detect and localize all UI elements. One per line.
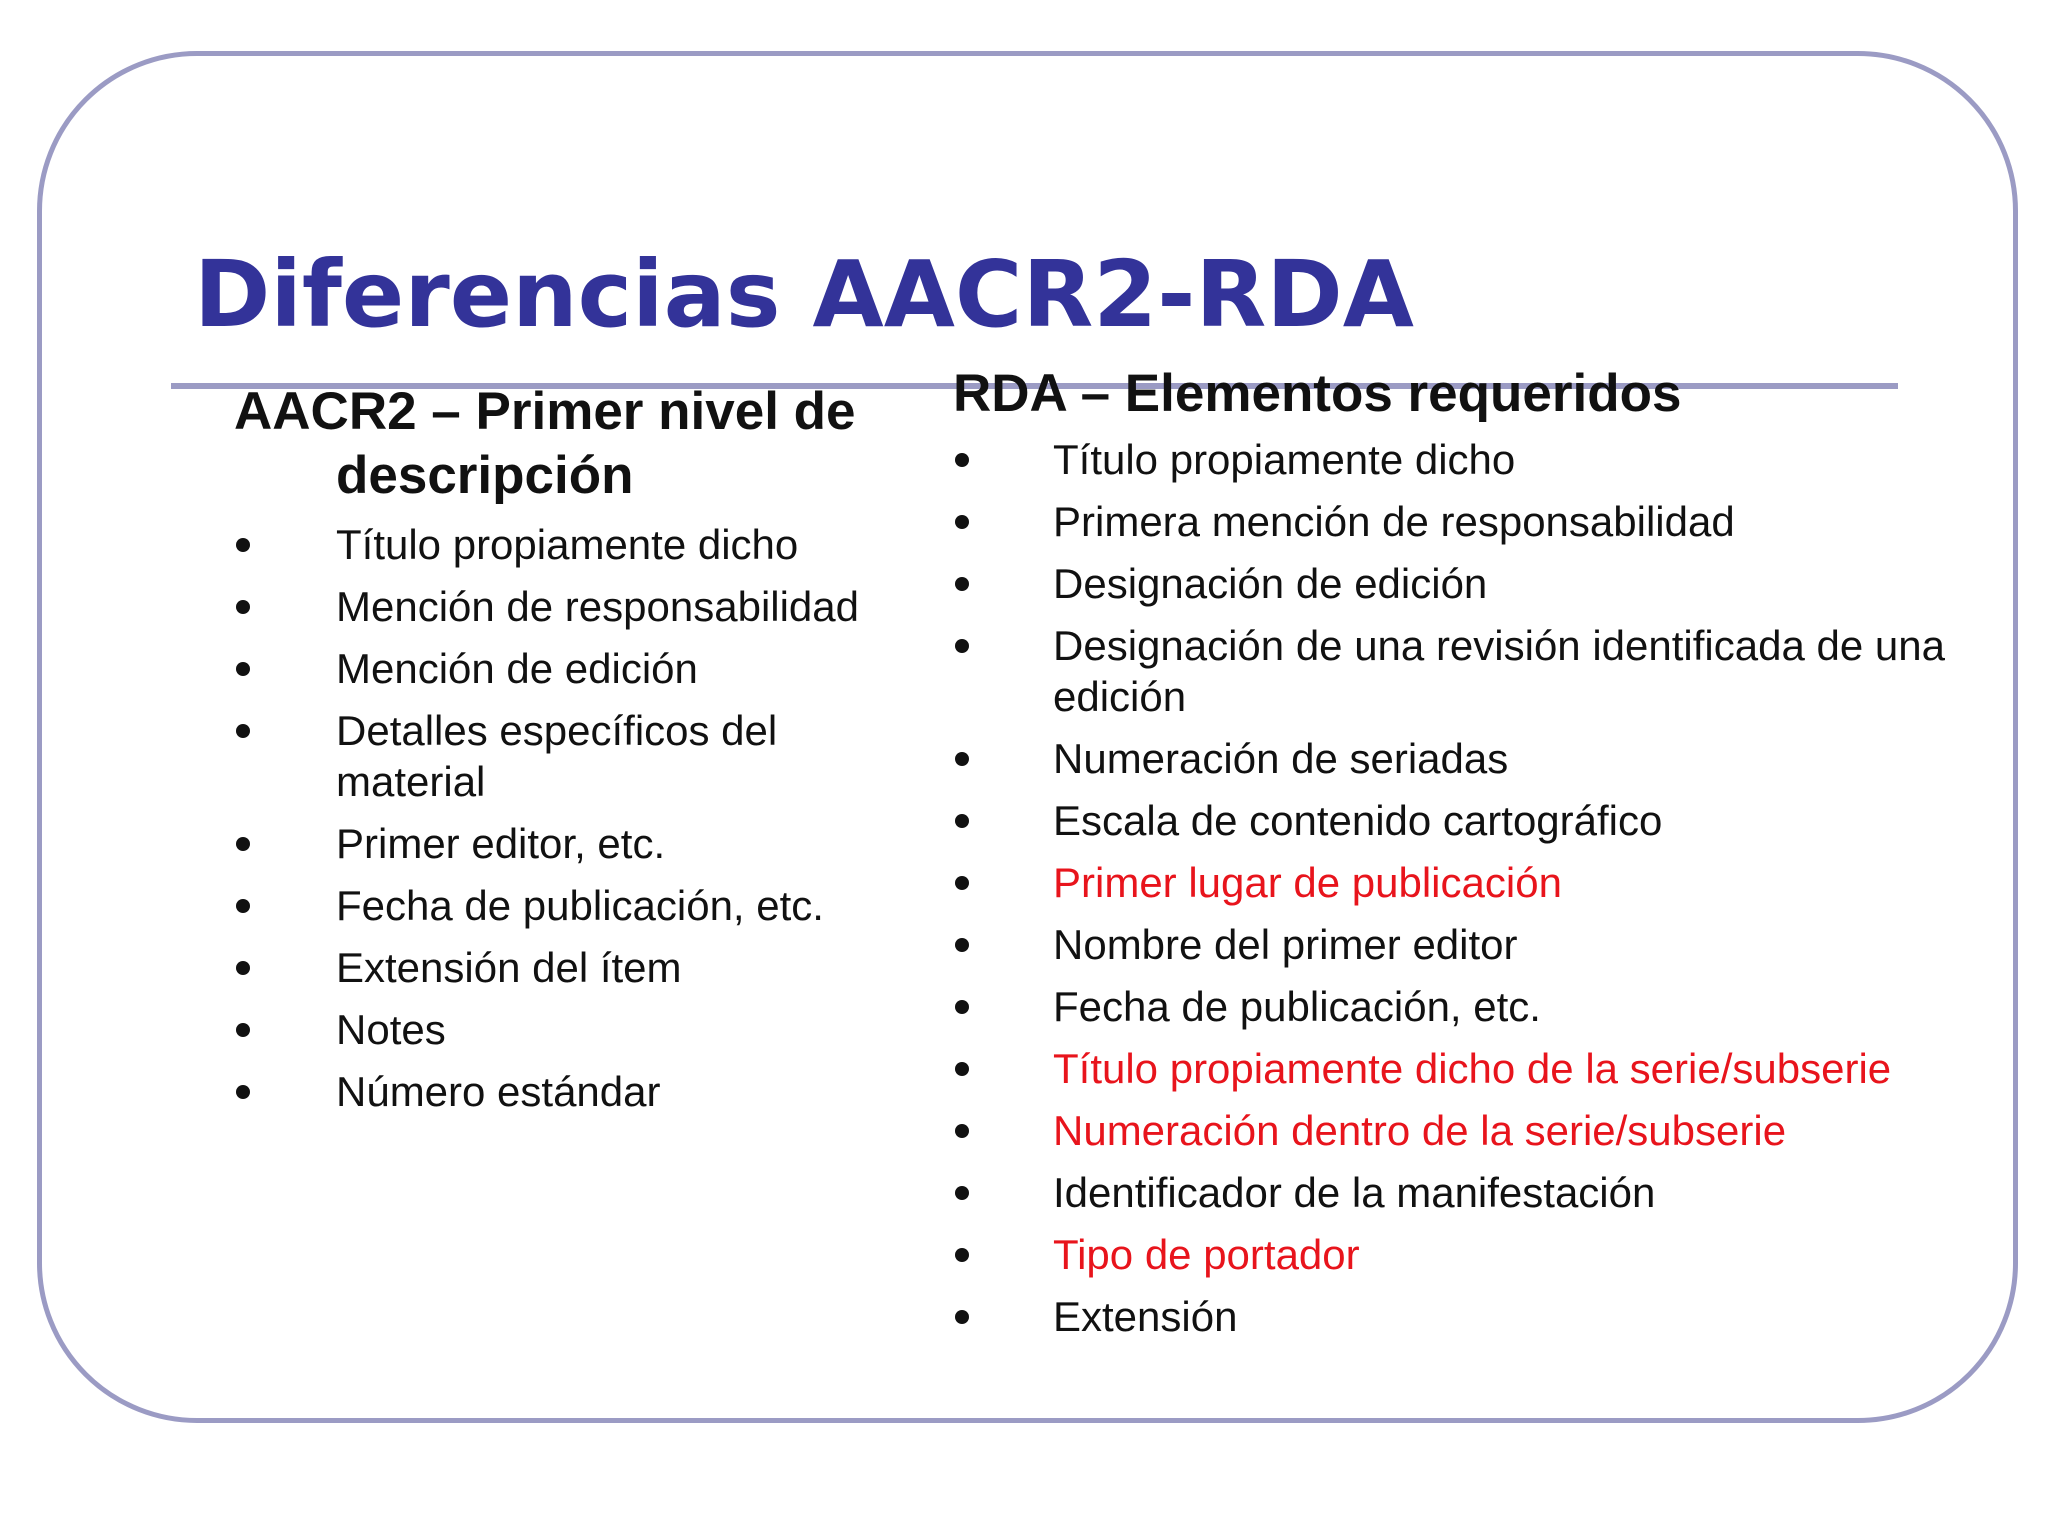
bullet-icon	[236, 724, 250, 738]
bullet-icon	[955, 752, 969, 766]
bullet-icon	[955, 515, 969, 529]
list-item-text: Designación de edición	[1053, 560, 1488, 607]
bullet-icon	[955, 1000, 969, 1014]
bullet-icon	[955, 1310, 969, 1324]
list-item-text: Primer editor, etc.	[336, 820, 666, 867]
bullet-icon	[955, 639, 969, 653]
bullet-icon	[955, 1248, 969, 1262]
list-item	[953, 981, 1953, 1032]
list-item-text: Mención de responsabilidad	[336, 583, 860, 630]
list-item-text: Título propiamente dicho	[1053, 436, 1516, 483]
list-item-text: Fecha de publicación, etc.	[1053, 983, 1541, 1030]
list-item-text: Número estándar	[336, 1068, 661, 1115]
rda-heading: RDA – Elementos requeridos	[953, 364, 1682, 423]
list-item	[234, 818, 894, 869]
bullet-icon	[955, 1186, 969, 1200]
list-item	[953, 558, 1953, 609]
bullet-icon	[955, 1062, 969, 1076]
list-item-text: Título propiamente dicho de la serie/subserie	[1053, 1045, 1892, 1092]
bullet-icon	[236, 837, 250, 851]
bullet-icon	[236, 961, 250, 975]
rda-column	[953, 362, 1953, 1342]
bullet-icon	[236, 538, 250, 552]
list-item	[953, 1105, 1953, 1156]
list-item-text: Escala de contenido cartográfico	[1053, 797, 1663, 844]
list-item	[953, 620, 1953, 722]
list-item-text: Fecha de publicación, etc.	[336, 882, 824, 929]
aacr2-column	[234, 380, 894, 1117]
list-item-text: Mención de edición	[336, 645, 698, 692]
list-item	[234, 643, 894, 694]
slide-title: Diferencias AACR2-RDA	[194, 241, 1414, 348]
list-item	[953, 1229, 1953, 1280]
list-item-text: Designación de una revisión identificada de una edición	[1053, 622, 1945, 720]
list-item-text: Primer lugar de publicación	[1053, 859, 1562, 906]
list-item-text: Tipo de portador	[1053, 1231, 1360, 1278]
list-item-text: Primera mención de responsabilidad	[1053, 498, 1735, 545]
bullet-icon	[236, 662, 250, 676]
list-item	[953, 1291, 1953, 1342]
bullet-icon	[955, 1124, 969, 1138]
rda-list	[953, 434, 1953, 1342]
bullet-icon	[236, 1085, 250, 1099]
list-item	[953, 919, 1953, 970]
list-item	[953, 733, 1953, 784]
list-item	[234, 705, 894, 807]
list-item	[234, 942, 894, 993]
list-item-text: Extensión del ítem	[336, 944, 682, 991]
list-item	[953, 1167, 1953, 1218]
list-item-text: Extensión	[1053, 1293, 1238, 1340]
bullet-icon	[955, 453, 969, 467]
list-item	[953, 434, 1953, 485]
list-item	[234, 1066, 894, 1117]
list-item-text: Identificador de la manifestación	[1053, 1169, 1656, 1216]
aacr2-list	[234, 519, 894, 1117]
list-item	[953, 795, 1953, 846]
list-item-text: Nombre del primer editor	[1053, 921, 1518, 968]
aacr2-heading: AACR2 – Primer nivel de descripción	[234, 382, 856, 505]
list-item	[234, 519, 894, 570]
bullet-icon	[236, 600, 250, 614]
bullet-icon	[236, 1023, 250, 1037]
list-item	[234, 1004, 894, 1055]
list-item-text: Título propiamente dicho	[336, 521, 799, 568]
list-item	[953, 496, 1953, 547]
list-item-text: Numeración dentro de la serie/subserie	[1053, 1107, 1787, 1154]
list-item	[953, 1043, 1953, 1094]
bullet-icon	[955, 938, 969, 952]
list-item-text: Detalles específicos del material	[336, 707, 778, 805]
list-item-text: Numeración de seriadas	[1053, 735, 1509, 782]
bullet-icon	[955, 577, 969, 591]
list-item	[234, 880, 894, 931]
list-item	[234, 581, 894, 632]
list-item-text: Notes	[336, 1006, 446, 1053]
bullet-icon	[236, 899, 250, 913]
bullet-icon	[955, 876, 969, 890]
bullet-icon	[955, 814, 969, 828]
list-item	[953, 857, 1953, 908]
